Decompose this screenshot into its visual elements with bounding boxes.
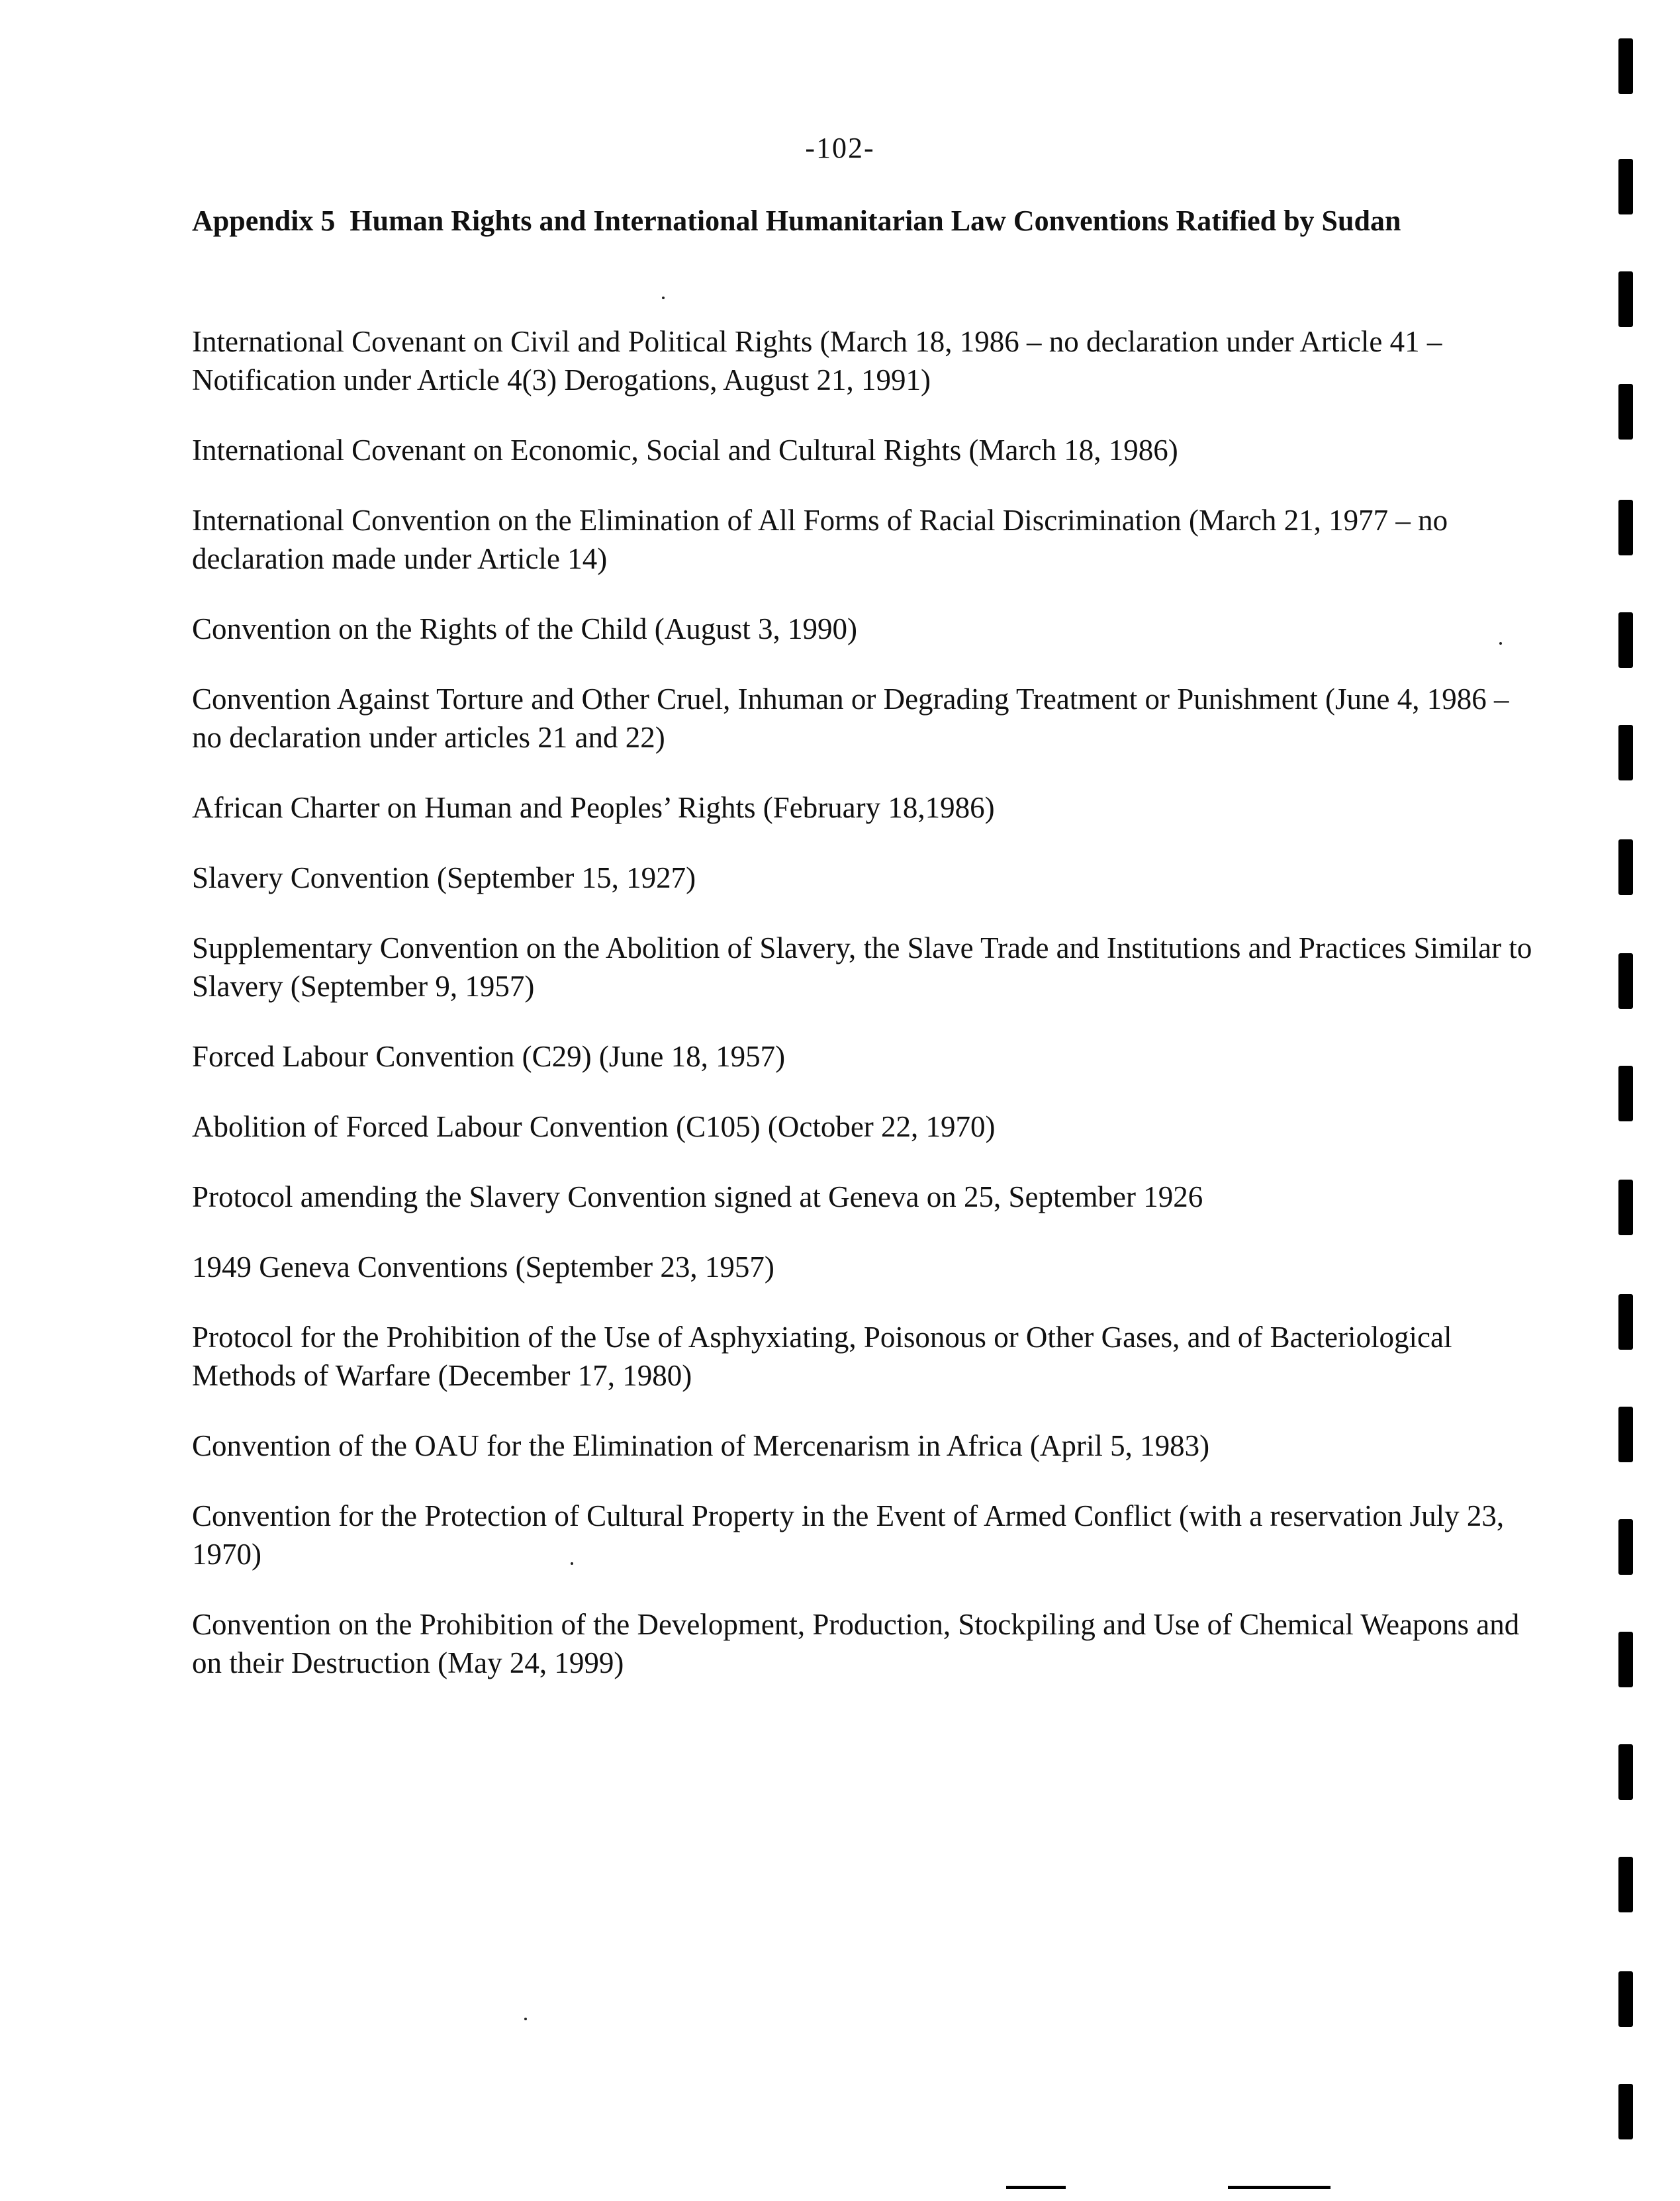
convention-entry: Protocol amending the Slavery Convention signed at Geneva on 25, September 1926 — [192, 1180, 1203, 1213]
convention-entry: International Convention on the Elimination of All Forms of Racial Discrimination (March 21, 1977 – no declaration made under Article 14) — [192, 504, 1448, 575]
bottom-edge-marks — [0, 2186, 1680, 2194]
convention-entry: 1949 Geneva Conventions (September 23, 1957) — [192, 1250, 774, 1284]
binding-hole — [1618, 159, 1633, 214]
convention-entry: International Covenant on Economic, Social and Cultural Rights (March 18, 1986) — [192, 434, 1178, 467]
binding-hole — [1618, 1294, 1633, 1350]
convention-entry: Forced Labour Convention (C29) (June 18, 1957) — [192, 1040, 786, 1073]
binding-hole — [1618, 1971, 1633, 2027]
convention-list — [192, 322, 1536, 1714]
convention-entry: African Charter on Human and Peoples’ Rights (February 18,1986) — [192, 791, 995, 824]
scan-speck — [662, 297, 665, 299]
convention-entry: Convention for the Protection of Cultural Property in the Event of Armed Conflict (with a reservation July 23, 1970) — [192, 1499, 1505, 1571]
binding-hole — [1618, 1519, 1633, 1575]
bottom-edge-mark — [1228, 2186, 1330, 2189]
binding-hole — [1618, 38, 1633, 94]
appendix-title: Human Rights and International Humanitarian Law Conventions Ratified by Sudan — [350, 205, 1401, 237]
binding-hole — [1618, 725, 1633, 780]
appendix-label: Appendix 5 — [192, 205, 336, 237]
page-number: -102- — [805, 132, 875, 164]
binding-hole — [1618, 500, 1633, 555]
convention-entry: Supplementary Convention on the Abolition of Slavery, the Slave Trade and Institutions and Practices Similar to Slavery (September 9, 1957) — [192, 931, 1532, 1003]
convention-entry: Slavery Convention (September 15, 1927) — [192, 861, 696, 894]
scan-speck — [571, 1562, 573, 1565]
scan-speck — [524, 2018, 527, 2020]
convention-entry: International Covenant on Civil and Political Rights (March 18, 1986 – no declaration under Article 41 – Notification under Article 4(3) Derogations, August 21, 1991) — [192, 325, 1442, 397]
binding-hole — [1618, 1066, 1633, 1121]
convention-entry: Abolition of Forced Labour Convention (C105) (October 22, 1970) — [192, 1110, 996, 1143]
convention-entry: Convention of the OAU for the Elimination of Mercenarism in Africa (April 5, 1983) — [192, 1429, 1210, 1462]
convention-entry: Convention Against Torture and Other Cruel, Inhuman or Degrading Treatment or Punishment (June 4, 1986 – no declaration under articles 21 and 22) — [192, 682, 1509, 754]
binding-hole — [1618, 1857, 1633, 1912]
appendix-heading — [192, 202, 1529, 240]
scan-speck — [1499, 642, 1502, 645]
binding-hole — [1618, 1180, 1633, 1235]
binding-hole — [1618, 839, 1633, 895]
binding-hole — [1618, 612, 1633, 668]
binding-hole — [1618, 2084, 1633, 2139]
binding-hole — [1618, 1744, 1633, 1800]
convention-entry: Protocol for the Prohibition of the Use of Asphyxiating, Poisonous or Other Gases, and of Bacteriological Methods of Warfare (December 17, 1980) — [192, 1321, 1452, 1392]
binding-hole — [1618, 1407, 1633, 1462]
binding-hole — [1618, 1632, 1633, 1687]
convention-entry: Convention on the Prohibition of the Development, Production, Stockpiling and Use of Chemical Weapons and on their Destruction (May 24, 1999) — [192, 1608, 1520, 1679]
binding-hole — [1618, 384, 1633, 440]
binding-hole — [1618, 271, 1633, 327]
convention-entry: Convention on the Rights of the Child (August 3, 1990) — [192, 612, 857, 645]
binding-holes — [1615, 0, 1648, 2201]
binding-hole — [1618, 953, 1633, 1009]
bottom-edge-mark — [1006, 2186, 1066, 2189]
